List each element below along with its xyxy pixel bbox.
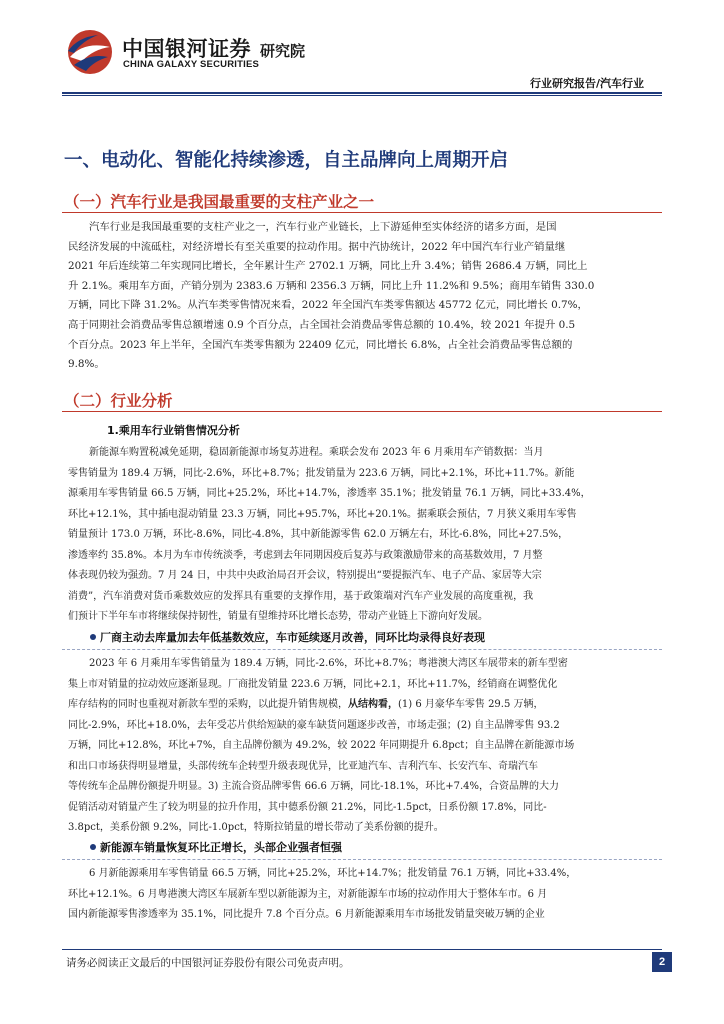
paragraph-line: 6 月新能源乘用车零售销量 66.5 万辆，同比+25.2%，环比+14.7%；批发销量 76.1 万辆，同比+33.4%， [89, 868, 577, 879]
brand-name-en: CHINA GALAXY SECURITIES [123, 59, 260, 70]
paragraph-line: 高于同期社会消费品零售总额增速 0.9 个百分点，占全国社会消费品零售总额的 10.4%，较 2021 年提升 0.5 [68, 318, 576, 331]
paragraph-line: 个百分点。2023 年上半年，全国汽车类零售额为 22409 亿元，同比增长 6.8%，占全社会消费品零售总额的 [68, 338, 573, 351]
paragraph-line: 等传统车企品牌份额提升明显。3) 主流合资品牌零售 66.6 万辆，同比-18.1%，环比+7.4%，合资品牌的大力 [68, 781, 559, 792]
paragraph-line: 汽车行业是我国最重要的支柱产业之一，汽车行业产业链长，上下游延伸至实体经济的诸多方面，是国 [89, 221, 557, 233]
subsection-divider-2 [62, 411, 662, 412]
footer-divider [62, 949, 662, 950]
paragraph-line: 3.8pct，美系份额 9.2%，同比-1.0pct，特斯拉销量的增长带动了美系份额的提升。 [68, 822, 444, 833]
paragraph-industry-overview [68, 218, 660, 375]
paragraph-line: 消费”，汽车消费对货币乘数效应的发挥具有重要的支撑作用，基于政策端对汽车产业发展的高度重视，我 [68, 590, 534, 602]
disclaimer-text: 请务必阅读正文最后的中国银河证券股份有限公司免责声明。 [66, 957, 350, 969]
paragraph-line: 新能源车购置税减免延期，稳固新能源市场复苏进程。乘联会发布 2023 年 6 月乘用车产销数据：当月 [89, 447, 544, 458]
paragraph-line: 集上市对销量的拉动效应逐渐显现。厂商批发销量 223.6 万辆，同比+2.1，环比+11.7%，经销商在调整优化 [68, 678, 558, 690]
emphasis-text: 从结构看， [348, 699, 398, 710]
page-number: 2 [652, 952, 672, 972]
brand-name-cn: 中国银河证券 [122, 37, 251, 61]
paragraph-line: 万辆，同比+12.8%，环比+7%，自主品牌份额为 49.2%，较 2022 年同期提升 6.8pct；自主品牌在新能源市场 [68, 740, 575, 751]
bullet-divider-2 [62, 859, 662, 860]
paragraph-line: 和出口市场获得明显增量，头部传统车企转型升级表现优异，比亚迪汽车、吉利汽车、长安汽车、奇瑞汽车 [68, 760, 538, 772]
subsection-title-1: （一）汽车行业是我国最重要的支柱产业之一 [64, 193, 375, 211]
paragraph-line: 9.8%。 [68, 358, 105, 371]
header-divider-thin [62, 95, 662, 96]
paragraph-sales-analysis [68, 443, 660, 628]
paragraph-nev-sales [68, 864, 660, 926]
paragraph-line: 2021 年后连续第二年实现同比增长，全年累计生产 2702.1 万辆，同比上升 3.4%；销售 2686.4 万辆，同比上 [68, 260, 588, 273]
paragraph-line: 渗透率约 35.8%。本月为车市传统淡季，考虑到去年同期因疫后复苏与政策激励带来的高基数效用，7 月整 [68, 549, 543, 561]
bullet-dot-icon [90, 634, 96, 640]
bullet-dot-icon [90, 844, 96, 850]
subsection-divider-1 [62, 212, 662, 213]
paragraph-line: 库存结构的同时也重视对新款车型的采购，以此提升销售规模，从结构看，(1) 6 月豪华车零售 29.5 万辆， [68, 699, 544, 710]
header-divider [62, 92, 662, 94]
paragraph-line: 万辆，同比下降 31.2%。从汽车类零售情况来看，2022 年全国汽车类零售额达 45772 亿元，同比增长 0.7%， [68, 299, 588, 312]
paragraph-line: 零售销量为 189.4 万辆，同比-2.6%，环比+8.7%；批发销量为 223.6 万辆，同比+2.1%，环比+11.7%。新能 [68, 467, 575, 479]
paragraph-line: 同比-2.9%，环比+18.0%，去年受芯片供给短缺的豪车缺货问题逐步改善，市场走强；(2) 自主品牌零售 93.2 [68, 719, 560, 731]
report-type-label: 行业研究报告/汽车行业 [529, 77, 644, 90]
subsection-title-2: （二）行业分析 [64, 392, 173, 410]
paragraph-market-structure [68, 654, 660, 839]
paragraph-line: 2023 年 6 月乘用车零售销量为 189.4 万辆，同比-2.6%，环比+8.7%；粤港澳大湾区车展带来的新车型密 [89, 658, 568, 669]
paragraph-line: 国内新能源零售渗透率为 35.1%，同比提升 7.8 个百分点。6 月新能源乘用车市场批发销量突破万辆的企业 [68, 909, 545, 920]
analysis-heading: 1.乘用车行业销售情况分析 [107, 424, 240, 437]
section-title: 一、电动化、智能化持续渗透，自主品牌向上周期开启 [64, 150, 509, 171]
paragraph-line: 环比+12.1%。6 月粤港澳大湾区车展新车型以新能源为主，对新能源车市场的拉动作用大于整体车市。6 月 [68, 888, 548, 900]
paragraph-line: 体表现仍较为强劲。7 月 24 日，中共中央政治局召开会议，特别提出“要提振汽车、电子产品、家居等大宗 [68, 570, 542, 581]
bullet-heading-1: 厂商主动去库量加去年低基数效应，车市延续逐月改善，同环比均录得良好表现 [90, 629, 485, 645]
paragraph-line: 源乘用车零售销量 66.5 万辆，同比+25.2%，环比+14.7%，渗透率 35.1%；批发销量 76.1 万辆，同比+33.4%， [68, 488, 591, 499]
paragraph-line: 升 2.1%。乘用车方面，产销分别为 2383.6 万辆和 2356.3 万辆，同比上升 11.2%和 9.5%；商用车销售 330.0 [68, 279, 595, 292]
bullet-divider-1 [62, 649, 662, 650]
paragraph-line: 们预计下半年车市将继续保持韧性，销量有望维持环比增长态势，带动产业链上下游向好发展。 [68, 611, 488, 622]
paragraph-line: 销量预计 173.0 万辆，环比-8.6%，同比-4.8%，其中新能源零售 62.0 万辆左右，环比-6.8%，同比+27.5%， [68, 529, 569, 540]
galaxy-logo-icon [64, 27, 116, 77]
paragraph-line: 促销活动对销量产生了较为明显的拉升作用，其中德系份额 21.2%，同比-1.5pct，日系份额 17.8%，同比- [68, 801, 547, 813]
paragraph-line: 民经济发展的中流砥柱，对经济增长有至关重要的拉动作用。据中汽协统计，2022 年中国汽车行业产销量继 [68, 240, 566, 253]
bullet-heading-2: 新能源车销量恢复环比正增长，头部企业强者恒强 [90, 839, 342, 855]
paragraph-line: 环比+12.1%，其中插电混动销量 23.3 万辆，同比+95.7%，环比+20.1%。据乘联会预估，7 月狭义乘用车零售 [68, 508, 577, 520]
research-institute-label: 研究院 [260, 42, 306, 60]
